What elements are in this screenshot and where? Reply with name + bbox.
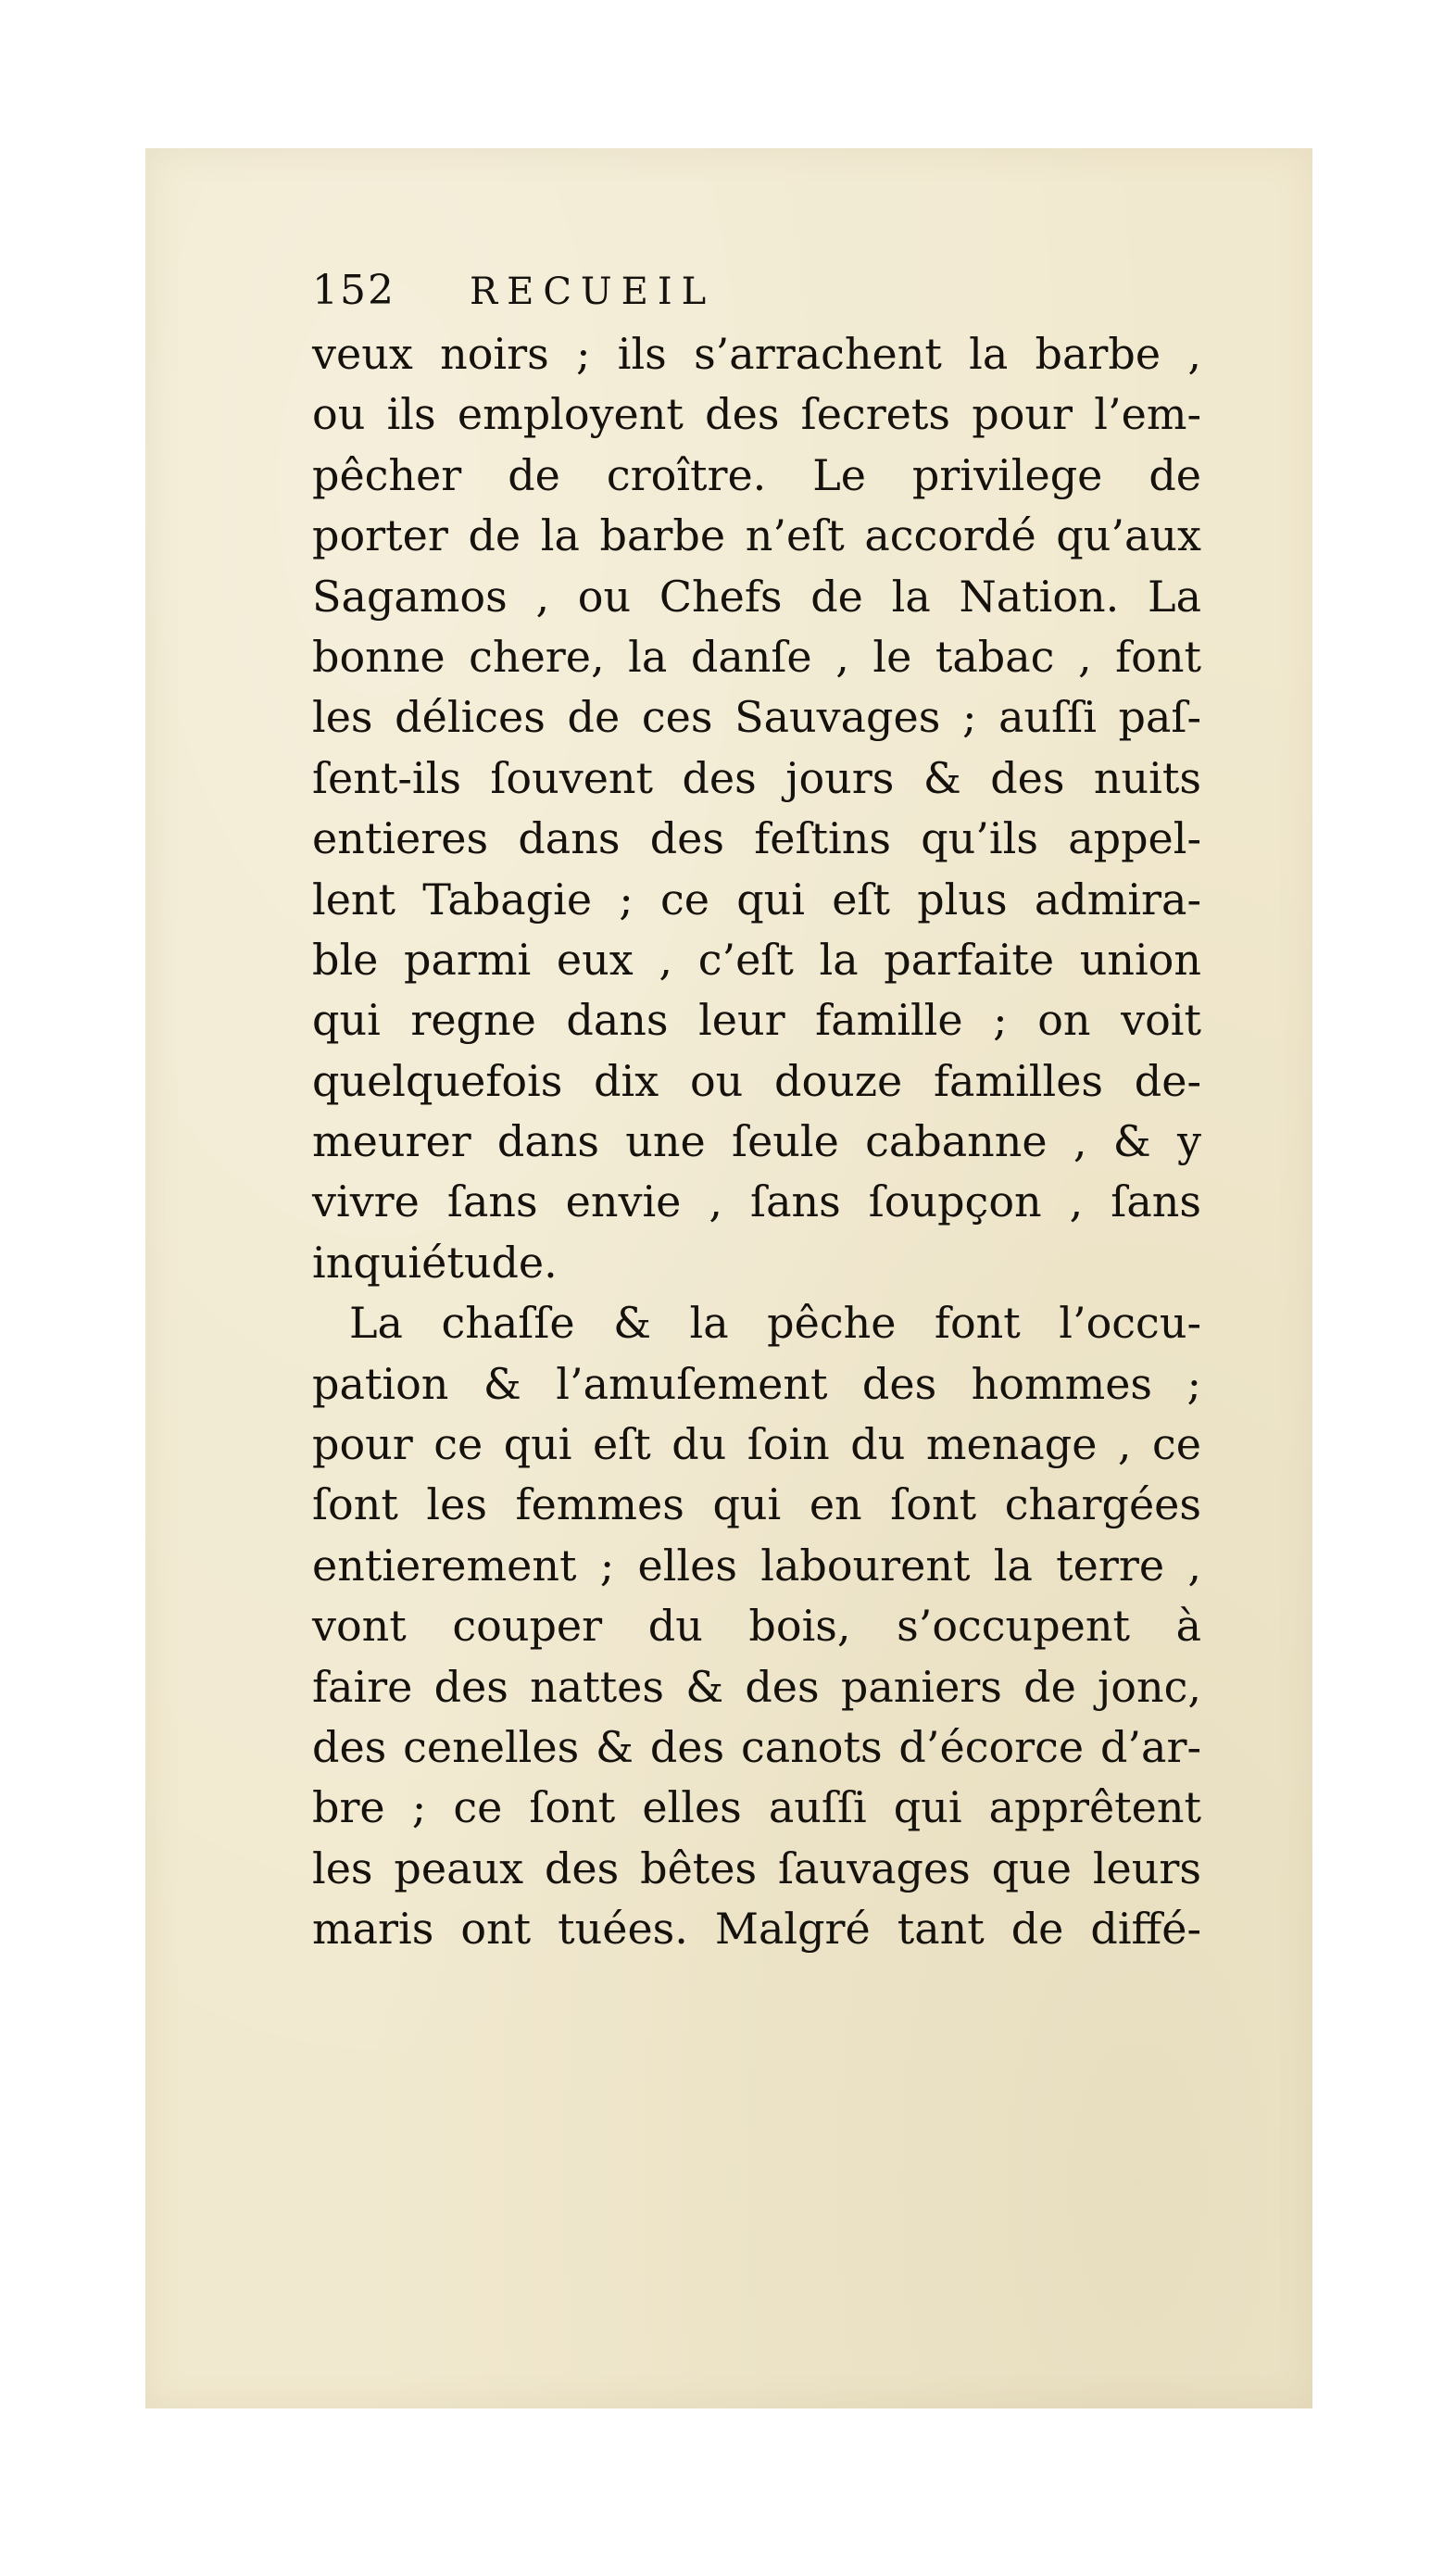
text-line: ſont les femmes qui en ſont chargées bbox=[312, 1479, 1201, 1530]
text-line: des cenelles & des canots d’écorce d’ar- bbox=[312, 1721, 1201, 1772]
paragraph-end-line: inquiétude. bbox=[312, 1237, 558, 1288]
text-line: porter de la barbe n’eſt accordé qu’aux bbox=[312, 510, 1201, 561]
text-line: ble parmi eux , c’eſt la parfaite union bbox=[312, 934, 1201, 985]
page-number: 152 bbox=[312, 267, 395, 314]
text-line: Sagamos , ou Chefs de la Nation. La bbox=[312, 571, 1201, 622]
text-line: les délices de ces Sauvages ; auſſi paſ- bbox=[312, 692, 1201, 743]
text-line: bre ; ce ſont elles auſſi qui apprêtent bbox=[312, 1782, 1201, 1833]
text-line: vivre ſans envie , ſans ſoupçon , ſans bbox=[312, 1176, 1201, 1227]
text-line: pêcher de croître. Le privilege de bbox=[312, 449, 1201, 500]
running-head: RECUEIL bbox=[470, 270, 716, 313]
text-line: faire des nattes & des paniers de jonc, bbox=[312, 1661, 1201, 1712]
text-line: pour ce qui eſt du ſoin du menage , ce bbox=[312, 1419, 1201, 1470]
text-line: meurer dans une ſeule cabanne , & y bbox=[312, 1116, 1201, 1167]
page-text bbox=[312, 267, 1201, 1960]
text-line: ou ils employent des ſecrets pour l’em- bbox=[312, 389, 1201, 440]
book-page bbox=[145, 148, 1312, 2408]
text-line: entierement ; elles labourent la terre , bbox=[312, 1540, 1201, 1591]
text-line: pation & l’amuſement des hommes ; bbox=[312, 1358, 1201, 1409]
paragraph-start-line: La chaſſe & la pêche font l’occu- bbox=[349, 1298, 1201, 1349]
text-line: maris ont tuées. Malgré tant de diffé- bbox=[312, 1904, 1201, 1955]
text-line: ſent-ils ſouvent des jours & des nuits bbox=[312, 752, 1201, 803]
page-header bbox=[312, 267, 1201, 324]
text-line: veux noirs ; ils s’arrachent la barbe , bbox=[312, 329, 1201, 379]
text-line: entieres dans des feſtins qu’ils appel- bbox=[312, 813, 1201, 864]
text-line: qui regne dans leur famille ; on voit bbox=[312, 995, 1201, 1046]
text-line: bonne chere, la danſe , le tabac , font bbox=[312, 631, 1201, 682]
text-line: les peaux des bêtes ſauvages que leurs bbox=[312, 1842, 1201, 1893]
text-line: lent Tabagie ; ce qui eſt plus admira- bbox=[312, 874, 1201, 924]
text-line: vont couper du bois, s’occupent à bbox=[312, 1601, 1201, 1652]
text-line: quelquefois dix ou douze familles de- bbox=[312, 1055, 1201, 1106]
